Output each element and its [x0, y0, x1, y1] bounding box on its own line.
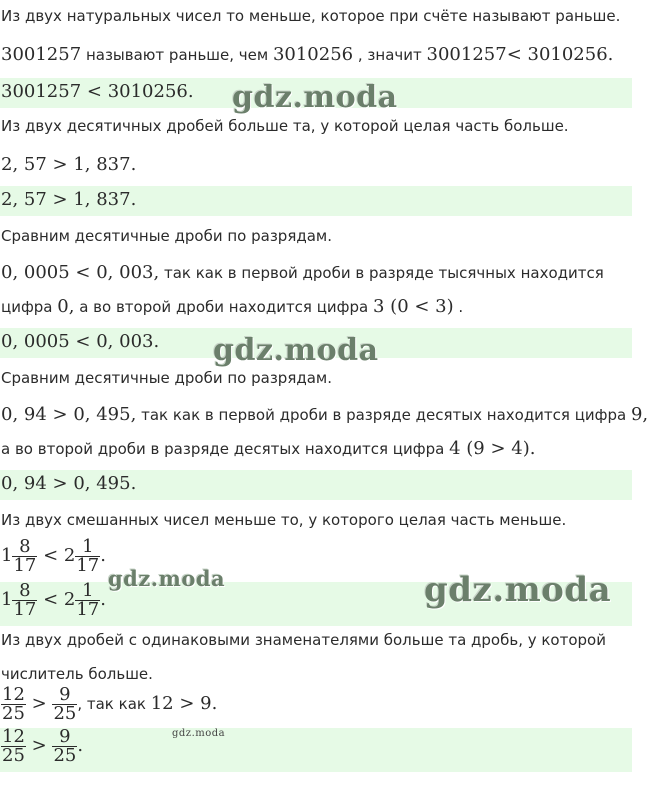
answer-thousandths: 0, 0005 < 0, 003.: [0, 328, 632, 358]
example-mixed: 1 $\frac{8}{17}$ < 2 $\frac{1}{17}$ .: [1, 536, 106, 576]
fraction: $\frac{9}{25}$: [53, 726, 77, 766]
fraction: $\frac{8}{17}$: [13, 536, 37, 576]
fraction: $\frac{1}{17}$: [76, 580, 100, 620]
rule-same-denominator-cont: числитель больше.: [1, 665, 153, 683]
fraction: $\frac{9}{25}$: [53, 684, 77, 724]
watermark-logo: gdz.moda: [424, 570, 612, 610]
answer-mixed: 1 $\frac{8}{17}$ < 2 $\frac{1}{17}$ .: [0, 582, 632, 626]
watermark-logo: gdz.moda: [213, 333, 379, 368]
answer-same-denominator: $\frac{12}{25}$ > $\frac{9}{25}$ .: [0, 728, 632, 772]
example-tenths-cont: а во второй дроби в разряде десятых находится цифра 4 (9 > 4).: [1, 438, 536, 459]
watermark-logo: gdz.moda: [108, 566, 226, 591]
answer-decimals-whole: 2, 57 > 1, 837.: [0, 186, 632, 216]
rule-mixed-numbers: Из двух смешанных чисел меньше то, у которого целая часть меньше.: [1, 511, 567, 529]
watermark-small: gdz.moda: [172, 728, 226, 739]
rule-decimals-whole: Из двух десятичных дробей больше та, у которой целая часть больше.: [1, 117, 569, 135]
rule-natural-numbers: Из двух натуральных чисел то меньше, которое при счёте называют раньше.: [1, 7, 621, 25]
watermark-logo: gdz.moda: [232, 80, 398, 115]
rule-same-denominator: Из двух дробей с одинаковыми знаменателями больше та дробь, у которой: [1, 631, 606, 649]
example-tenths: 0, 94 > 0, 495, так как в первой дроби в разряде десятых находится цифра 9,: [1, 404, 648, 425]
rule-compare-digits-1: Сравним десятичные дроби по разрядам.: [1, 227, 333, 245]
example-thousandths-cont: цифра 0, а во второй дроби находится цифра 3 (0 < 3) .: [1, 296, 464, 317]
fraction: $\frac{8}{17}$: [13, 580, 37, 620]
example-same-denominator: $\frac{12}{25}$ > $\frac{9}{25}$ , так как 12 > 9.: [2, 684, 218, 724]
fraction: $\frac{12}{25}$: [2, 684, 25, 724]
fraction: $\frac{1}{17}$: [76, 536, 100, 576]
example-thousandths: 0, 0005 < 0, 003, так как в первой дроби в разряде тысячных находится: [1, 262, 604, 283]
answer-natural: 3001257 < 3010256.: [0, 78, 632, 108]
answer-tenths: 0, 94 > 0, 495.: [0, 470, 632, 500]
example-natural: 3001257 называют раньше, чем 3010256 , значит 3001257< 3010256.: [1, 44, 614, 65]
rule-compare-digits-2: Сравним десятичные дроби по разрядам.: [1, 369, 333, 387]
example-decimals-whole: 2, 57 > 1, 837.: [1, 154, 137, 175]
fraction: $\frac{12}{25}$: [2, 726, 25, 766]
